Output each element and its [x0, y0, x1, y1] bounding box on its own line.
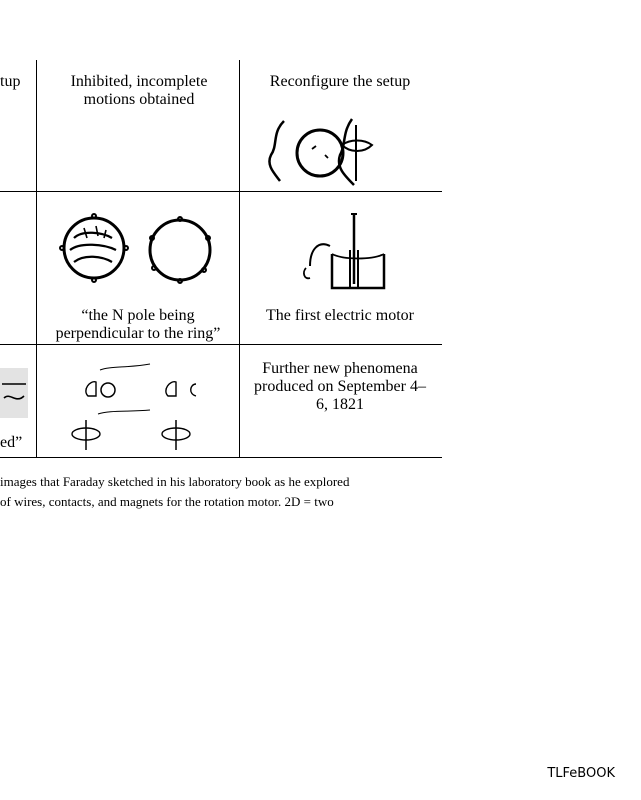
row3-col0-fragment: ed”: [0, 434, 23, 451]
row1-col2-text: Reconfigure the setup: [269, 73, 411, 90]
ring-sketch-right: [142, 210, 222, 290]
row2-col1-quote-line2: perpendicular to the ring”: [55, 325, 221, 342]
row3-col0-handwriting-icon: [0, 368, 28, 418]
footer-tag: TLFeBOOK: [547, 766, 615, 781]
row2-col2-text: The first electric motor: [266, 307, 414, 324]
reconfigured-setup-sketch: [262, 115, 422, 190]
electric-motor-sketch: [296, 210, 396, 296]
table-bottom-border: [0, 457, 442, 458]
figure-caption-line1: images that Faraday sketched in his laboratory book as he explored: [0, 474, 350, 489]
table-row-divider-1: [0, 191, 442, 192]
row2-col1-quote-line1: “the N pole being: [81, 307, 195, 324]
ring-sketch-left: [56, 210, 136, 290]
table-divider-col1: [36, 60, 37, 458]
row3-col2-text: Further new phenomena produced on September 4–6, 1821: [254, 360, 426, 413]
row1-col0-fragment: tup: [0, 73, 21, 90]
figure-caption-line2: of wires, contacts, and magnets for the rotation motor. 2D = two: [0, 494, 334, 509]
table-divider-col2: [239, 60, 240, 458]
field-line-sketches: [68, 360, 218, 452]
table-row-divider-2: [0, 344, 442, 345]
row1-col1-text: Inhibited, incomplete motions obtained: [70, 73, 208, 108]
